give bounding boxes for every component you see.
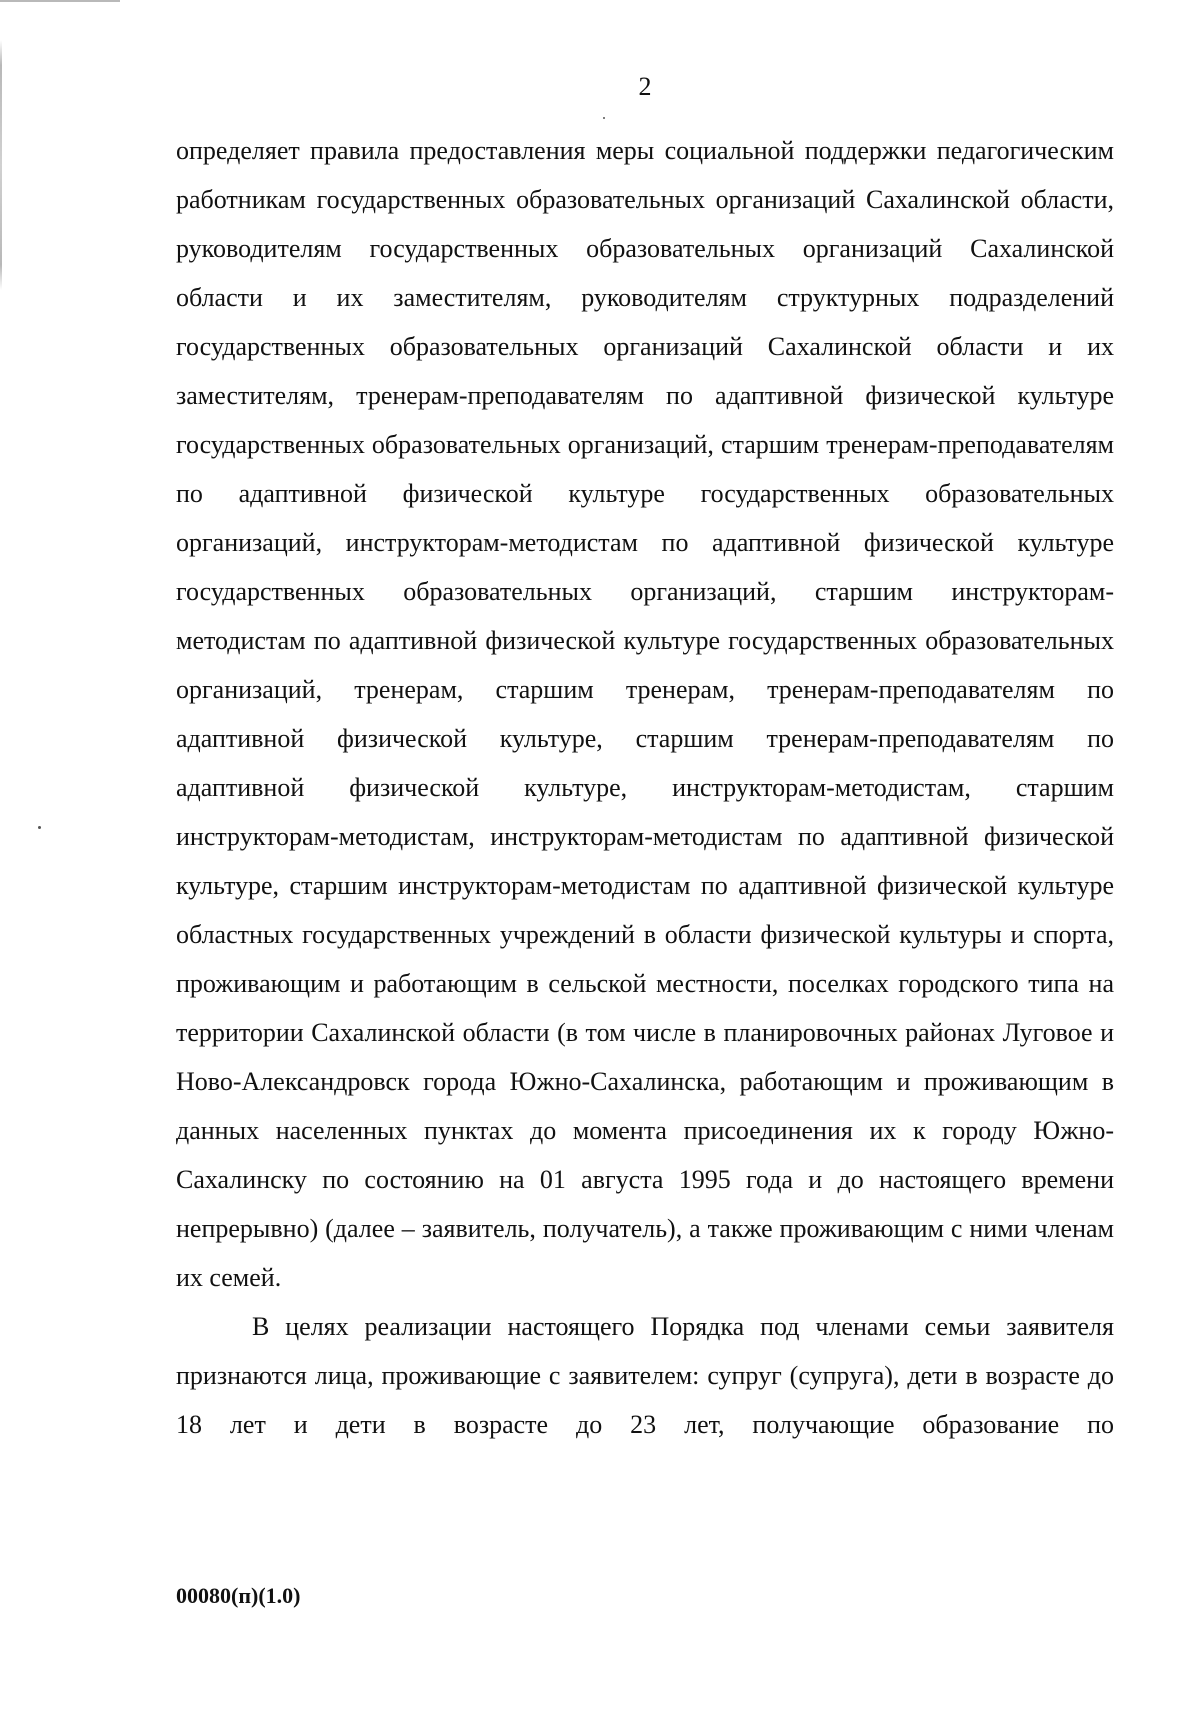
- scan-speck: [38, 826, 41, 829]
- page-number: 2: [638, 72, 652, 101]
- document-body: [176, 126, 1114, 1449]
- paragraph-2: В целях реализации настоящего Порядка под членами семьи заявителя признаются лица, проживающие с заявителем: супруг (супруга), дети в возрасте до 18 лет и дети в возрасте до 23 лет, получающие образование по: [176, 1312, 1114, 1439]
- scan-artifact-top: [0, 0, 120, 2]
- scan-speck: [603, 117, 605, 119]
- footer-document-code: 00080(п)(1.0): [176, 1583, 301, 1608]
- paragraph-1: определяет правила предоставления меры социальной поддержки педагогическим работникам государственных образовательных организаций Сахалинской области, руководителям государственных образовательных организаций Сахалинской области и их заместителям, руководителям структурных подразделений государственных образовательных организаций Сахалинской области и их заместителям, тренерам-преподавателям по адаптивной физической культуре государственных образовательных организаций, старшим тренерам-преподавателям по адаптивной физической культуре государственных образовательных организаций, инструкторам-методистам по адаптивной физической культуре государственных образовательных организаций, старшим инструкторам-методистам по адаптивной физической культуре государственных образовательных организаций, тренерам, старшим тренерам, тренерам-преподавателям по адаптивной физической культуре, старшим тренерам-преподавателям по адаптивной физической культуре, инструкторам-методистам, старшим инструкторам-методистам, инструкторам-методистам по адаптивной физической культуре, старшим инструкторам-методистам по адаптивной физической культуре областных государственных учреждений в области физической культуры и спорта, проживающим и работающим в сельской местности, поселках городского типа на территории Сахалинской области (в том числе в планировочных районах Луговое и Ново-Александровск города Южно-Сахалинска, работающим и проживающим в данных населенных пунктах до момента присоединения их к городу Южно-Сахалинску по состоянию на 01 августа 1995 года и до настоящего времени непрерывно) (далее – заявитель, получатель), а также проживающим с ними членам их семей.: [176, 136, 1114, 1292]
